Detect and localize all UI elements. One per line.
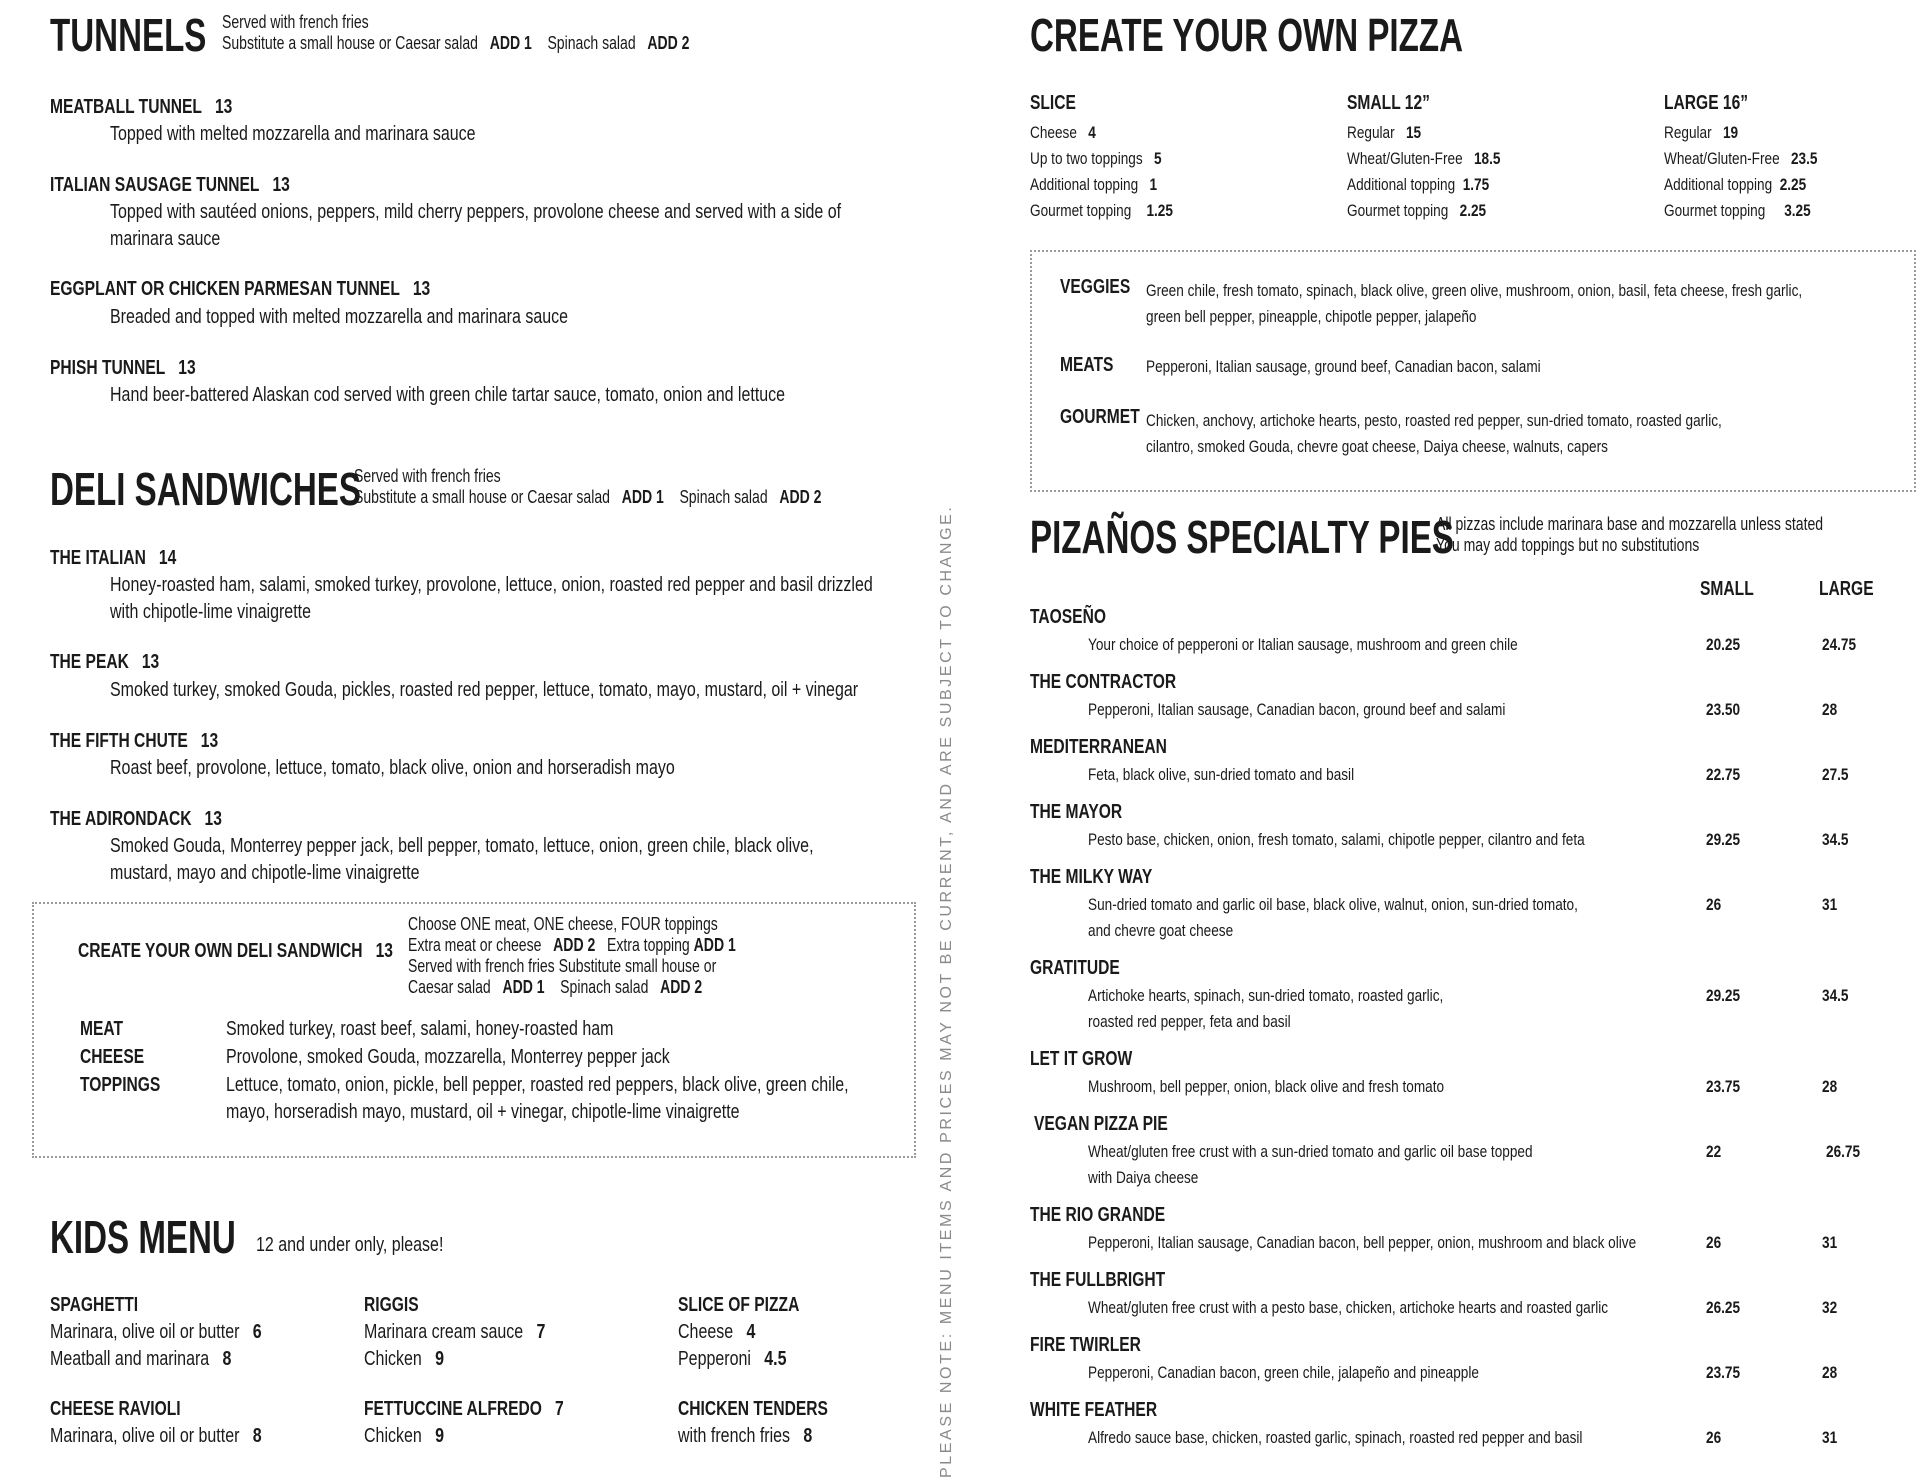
pie-desc: Sun-dried tomato and garlic oil base, black olive, walnut, onion, sun-dried tomato, (1088, 895, 1578, 914)
tunnels-add-2: ADD 2 (647, 33, 690, 53)
deli-add-1: ADD 1 (621, 487, 664, 507)
pie-name: WHITE FEATHER (1030, 1399, 1158, 1421)
item-desc: Honey-roasted ham, salami, smoked turkey, provolone, lettuce, onion, roasted red pepper and basil drizzled (110, 574, 873, 596)
item-price: 13 (214, 96, 233, 118)
item-desc: Pepperoni (678, 1348, 751, 1370)
price-value: 15 (1405, 123, 1422, 142)
deli-add-2: ADD 2 (779, 487, 822, 507)
tunnels-add-1: ADD 1 (489, 33, 532, 53)
menu-item (50, 730, 266, 753)
menu-item (50, 174, 357, 197)
item-desc: marinara sauce (110, 228, 221, 250)
price-label: Up to two toppings (1030, 149, 1143, 168)
item-desc: Roast beef, provolone, lettuce, tomato, black olive, onion and horseradish mayo (110, 757, 675, 779)
pie-large-price: 31 (1822, 895, 1838, 914)
cyo-meat-label: MEAT (80, 1018, 124, 1040)
pie-desc: roasted red pepper, feta and basil (1088, 1012, 1291, 1031)
cyo-extra-topping: Extra topping (607, 935, 690, 955)
item-name: SPAGHETTI (50, 1294, 139, 1316)
item-price: 14 (158, 547, 177, 569)
cyo-spinach: Spinach salad (560, 977, 649, 997)
price-label: Regular (1347, 123, 1395, 142)
kids-note: 12 and under only, please! (256, 1234, 444, 1256)
tunnels-note (222, 12, 690, 54)
tunnels-title: TUNNELS (50, 9, 207, 61)
item-desc: Marinara, olive oil or butter (50, 1425, 240, 1447)
item-desc: mustard, mayo and chipotle-lime vinaigrette (110, 862, 420, 884)
pizza-small-prices (1347, 92, 1453, 115)
item-price: 13 (200, 730, 219, 752)
pizza-large-prices (1664, 92, 1772, 115)
cyo-spinach-price: ADD 2 (660, 977, 703, 997)
item-name: THE PEAK (50, 651, 129, 673)
pie-name: THE MAYOR (1030, 801, 1123, 823)
item-name: ITALIAN SAUSAGE TUNNEL (50, 174, 260, 196)
pie-small-price: 23.75 (1706, 1363, 1741, 1382)
deli-title: DELI SANDWICHES (50, 463, 361, 515)
menu-item (50, 808, 270, 831)
pie-large-price: 26.75 (1826, 1142, 1861, 1161)
price-label: Regular (1664, 123, 1712, 142)
pie-small-price: 26 (1706, 895, 1722, 914)
item-price: 9 (435, 1348, 445, 1370)
pie-desc: Pepperoni, Canadian bacon, green chile, jalapeño and pineapple (1088, 1363, 1479, 1382)
menu-item (50, 651, 190, 674)
item-price: 7 (536, 1321, 546, 1343)
item-name: THE ADIRONDACK (50, 808, 192, 830)
pie-large-price: 31 (1822, 1428, 1838, 1447)
item-price: 13 (272, 174, 290, 196)
item-name: MEATBALL TUNNEL (50, 96, 202, 118)
price-label: Additional topping (1664, 175, 1773, 194)
pie-name: TAOSEÑO (1030, 606, 1106, 628)
specialty-note-base: All pizzas include marinara base and mozzarella unless stated (1436, 514, 1824, 534)
item-name: FETTUCCINE ALFREDO (364, 1398, 542, 1420)
item-price: 6 (252, 1321, 262, 1343)
meats-list: Pepperoni, Italian sausage, ground beef, Canadian bacon, salami (1146, 357, 1541, 376)
pie-large-price: 27.5 (1822, 765, 1849, 784)
kids-fettuccine (364, 1398, 620, 1421)
pie-desc: Alfredo sauce base, chicken, roasted garlic, spinach, roasted red pepper and basil (1088, 1428, 1583, 1447)
item-price: 8 (803, 1425, 813, 1447)
deli-sub-salad: Substitute a small house or Caesar salad (354, 487, 610, 507)
pie-desc: Pesto base, chicken, onion, fresh tomato, salami, chipotle pepper, cilantro and feta (1088, 830, 1585, 849)
disclaimer-note: PLEASE NOTE: MENU ITEMS AND PRICES MAY NOT BE CURRENT, AND ARE SUBJECT TO CHANGE. (938, 504, 955, 1478)
veggies-list: Green chile, fresh tomato, spinach, black olive, green olive, mushroom, onion, basil, feta cheese, fresh garlic, (1146, 281, 1803, 300)
item-price: 4 (746, 1321, 756, 1343)
item-desc: Topped with melted mozzarella and marinara sauce (110, 123, 476, 145)
price-label: Additional topping (1030, 175, 1139, 194)
price-value: 23.5 (1790, 149, 1818, 168)
item-desc: Smoked Gouda, Monterrey pepper jack, bell pepper, tomato, lettuce, onion, green chile, black olive, (110, 835, 814, 857)
item-desc: Cheese (678, 1321, 734, 1343)
cyo-toppings-label: TOPPINGS (80, 1074, 161, 1096)
pie-name: FIRE TWIRLER (1030, 1334, 1141, 1356)
pie-name: LET IT GROW (1030, 1048, 1133, 1070)
item-desc: Marinara cream sauce (364, 1321, 524, 1343)
price-head: SLICE (1030, 92, 1076, 114)
pie-large-price: 28 (1822, 700, 1838, 719)
item-name: EGGPLANT OR CHICKEN PARMESAN TUNNEL (50, 278, 400, 300)
pie-desc: Your choice of pepperoni or Italian sausage, mushroom and green chile (1088, 635, 1518, 654)
pizza-slice-prices (1030, 92, 1089, 115)
price-value: 5 (1153, 149, 1162, 168)
pie-small-price: 26 (1706, 1233, 1722, 1252)
item-name: CHICKEN TENDERS (678, 1398, 828, 1420)
price-value: 2.25 (1779, 175, 1807, 194)
cyo-pizza-section (1030, 8, 1631, 62)
item-name: CHEESE RAVIOLI (50, 1398, 181, 1420)
item-desc: with chipotle-lime vinaigrette (110, 601, 311, 623)
item-price: 9 (435, 1425, 445, 1447)
deli-note-fries: Served with french fries (354, 466, 501, 486)
price-label: Wheat/Gluten-Free (1347, 149, 1463, 168)
pie-large-price: 34.5 (1822, 830, 1849, 849)
item-price: 7 (554, 1398, 564, 1420)
pie-name: MEDITERRANEAN (1030, 736, 1167, 758)
pie-large-price: 34.5 (1822, 986, 1849, 1005)
price-value: 19 (1722, 123, 1739, 142)
deli-note (354, 466, 822, 508)
pie-name: VEGAN PIZZA PIE (1034, 1113, 1168, 1135)
kids-spaghetti (50, 1294, 163, 1317)
kids-tenders (678, 1398, 870, 1421)
menu-item (50, 278, 537, 301)
item-price: 4.5 (764, 1348, 787, 1370)
kids-riggis (364, 1294, 434, 1317)
tunnels-note-fries: Served with french fries (222, 12, 369, 32)
veggies-label: VEGGIES (1060, 276, 1131, 298)
gourmet-label: GOURMET (1060, 406, 1140, 428)
pie-name: THE MILKY WAY (1030, 866, 1153, 888)
cyo-extra-topping-price: ADD 1 (693, 935, 736, 955)
pie-small-price: 22 (1706, 1142, 1722, 1161)
cyo-pizza-title: CREATE YOUR OWN PIZZA (1030, 9, 1464, 61)
item-name: RIGGIS (364, 1294, 419, 1316)
pie-small-price: 23.50 (1706, 700, 1741, 719)
price-label: Wheat/Gluten-Free (1664, 149, 1780, 168)
pie-large-price: 31 (1822, 1233, 1838, 1252)
pie-desc: Pepperoni, Italian sausage, Canadian bacon, ground beef and salami (1088, 700, 1506, 719)
pie-large-price: 28 (1822, 1077, 1838, 1096)
pie-desc: Mushroom, bell pepper, onion, black olive and fresh tomato (1088, 1077, 1445, 1096)
cyo-toppings-list: mayo, horseradish mayo, mustard, oil + vinegar, chipotle-lime vinaigrette (226, 1101, 740, 1123)
cyo-extra-meat: Extra meat or cheese (408, 935, 542, 955)
price-value: 3.25 (1784, 201, 1811, 220)
cyo-caesar-price: ADD 1 (502, 977, 545, 997)
cyo-deli-notes (408, 914, 736, 998)
item-desc: Chicken (364, 1348, 422, 1370)
item-desc: Chicken (364, 1425, 422, 1447)
cyo-meat-list: Smoked turkey, roast beef, salami, honey-roasted ham (226, 1018, 614, 1040)
meats-label: MEATS (1060, 354, 1114, 376)
pie-large-price: 28 (1822, 1363, 1838, 1382)
tunnels-sub-salad: Substitute a small house or Caesar salad (222, 33, 478, 53)
item-desc: with french fries (678, 1425, 791, 1447)
gourmet-list: Chicken, anchovy, artichoke hearts, pesto, roasted red pepper, sun-dried tomato, roasted garlic, (1146, 411, 1722, 430)
item-name: SLICE OF PIZZA (678, 1294, 800, 1316)
specialty-title: PIZAÑOS SPECIALTY PIES (1030, 511, 1454, 563)
price-label: Gourmet topping (1347, 201, 1449, 220)
cyo-cheese-label: CHEESE (80, 1046, 145, 1068)
item-desc: Breaded and topped with melted mozzarella and marinara sauce (110, 306, 569, 328)
item-price: 8 (252, 1425, 262, 1447)
cyo-deli-name: CREATE YOUR OWN DELI SANDWICH (78, 940, 363, 962)
menu-item (50, 96, 284, 119)
item-name: THE ITALIAN (50, 547, 146, 569)
item-price: 13 (178, 357, 196, 379)
menu-item (50, 357, 237, 380)
pie-small-price: 26.25 (1706, 1298, 1741, 1317)
cyo-caesar: Caesar salad (408, 977, 491, 997)
specialty-note-toppings: You may add toppings but no substitutions (1436, 535, 1700, 555)
price-label: Additional topping (1347, 175, 1456, 194)
cyo-deli-price: 13 (375, 940, 393, 962)
pie-desc: Wheat/gluten free crust with a sun-dried tomato and garlic oil base topped (1088, 1142, 1533, 1161)
deli-spinach: Spinach salad (679, 487, 768, 507)
large-col-head: LARGE (1819, 578, 1874, 600)
pie-name: GRATITUDE (1030, 957, 1120, 979)
price-label: Gourmet topping (1030, 201, 1132, 220)
pie-small-price: 29.25 (1706, 986, 1741, 1005)
pie-small-price: 20.25 (1706, 635, 1741, 654)
price-head: LARGE 16” (1664, 92, 1749, 114)
pie-small-price: 22.75 (1706, 765, 1741, 784)
price-label: Cheese (1030, 123, 1077, 142)
cyo-deli-choose: Choose ONE meat, ONE cheese, FOUR toppings (408, 914, 718, 934)
kids-ravioli (50, 1398, 217, 1421)
tunnels-spinach: Spinach salad (547, 33, 636, 53)
item-desc: Topped with sautéed onions, peppers, mild cherry peppers, provolone cheese and served with a side of (110, 201, 842, 223)
pie-name: THE RIO GRANDE (1030, 1204, 1166, 1226)
item-price: 13 (204, 808, 222, 830)
pie-desc: Feta, black olive, sun-dried tomato and basil (1088, 765, 1355, 784)
price-label: Gourmet topping (1664, 201, 1766, 220)
cyo-toppings-list: Lettuce, tomato, onion, pickle, bell pepper, roasted red peppers, black olive, green chile, (226, 1074, 849, 1096)
small-col-head: SMALL (1700, 578, 1754, 600)
gourmet-list: cilantro, smoked Gouda, chevre goat cheese, Daiya cheese, walnuts, capers (1146, 437, 1608, 456)
pie-desc: Wheat/gluten free crust with a pesto base, chicken, artichoke hearts and roasted garlic (1088, 1298, 1609, 1317)
kids-title: KIDS MENU (50, 1211, 236, 1263)
pie-desc: and chevre goat cheese (1088, 921, 1234, 940)
pie-large-price: 32 (1822, 1298, 1838, 1317)
veggies-list: green bell pepper, pineapple, chipotle pepper, jalapeño (1146, 307, 1477, 326)
pie-large-price: 24.75 (1822, 635, 1857, 654)
price-value: 2.25 (1459, 201, 1487, 220)
item-desc: Smoked turkey, smoked Gouda, pickles, roasted red pepper, lettuce, tomato, mayo, mustard, oil + vinegar (110, 679, 859, 701)
price-value: 18.5 (1473, 149, 1501, 168)
price-value: 1.25 (1146, 201, 1173, 220)
pie-small-price: 29.25 (1706, 830, 1741, 849)
item-price: 13 (141, 651, 160, 673)
menu-item (50, 547, 212, 570)
pie-name: THE CONTRACTOR (1030, 671, 1177, 693)
kids-slice (678, 1294, 834, 1317)
pie-small-price: 23.75 (1706, 1077, 1741, 1096)
pie-name: THE FULLBRIGHT (1030, 1269, 1166, 1291)
specialty-note (1436, 514, 1823, 556)
item-desc: Meatball and marinara (50, 1348, 210, 1370)
pie-small-price: 26 (1706, 1428, 1722, 1447)
pie-desc: Artichoke hearts, spinach, sun-dried tomato, roasted garlic, (1088, 986, 1444, 1005)
price-value: 1.75 (1462, 175, 1490, 194)
item-desc: Marinara, olive oil or butter (50, 1321, 240, 1343)
cyo-extra-meat-price: ADD 2 (553, 935, 596, 955)
price-value: 4 (1088, 123, 1096, 142)
item-price: 13 (412, 278, 431, 300)
cyo-cheese-list: Provolone, smoked Gouda, mozzarella, Monterrey pepper jack (226, 1046, 670, 1068)
price-head: SMALL 12” (1347, 92, 1430, 114)
item-price: 8 (222, 1348, 232, 1370)
price-value: 1 (1149, 175, 1158, 194)
item-name: PHISH TUNNEL (50, 357, 166, 379)
item-desc: Hand beer-battered Alaskan cod served with green chile tartar sauce, tomato, onion and lettuce (110, 384, 786, 406)
pie-desc: Pepperoni, Italian sausage, Canadian bacon, bell pepper, onion, mushroom and black olive (1088, 1233, 1637, 1252)
item-name: THE FIFTH CHUTE (50, 730, 188, 752)
pie-desc: with Daiya cheese (1088, 1168, 1199, 1187)
cyo-deli-fries: Served with french fries Substitute small house or (408, 956, 717, 976)
